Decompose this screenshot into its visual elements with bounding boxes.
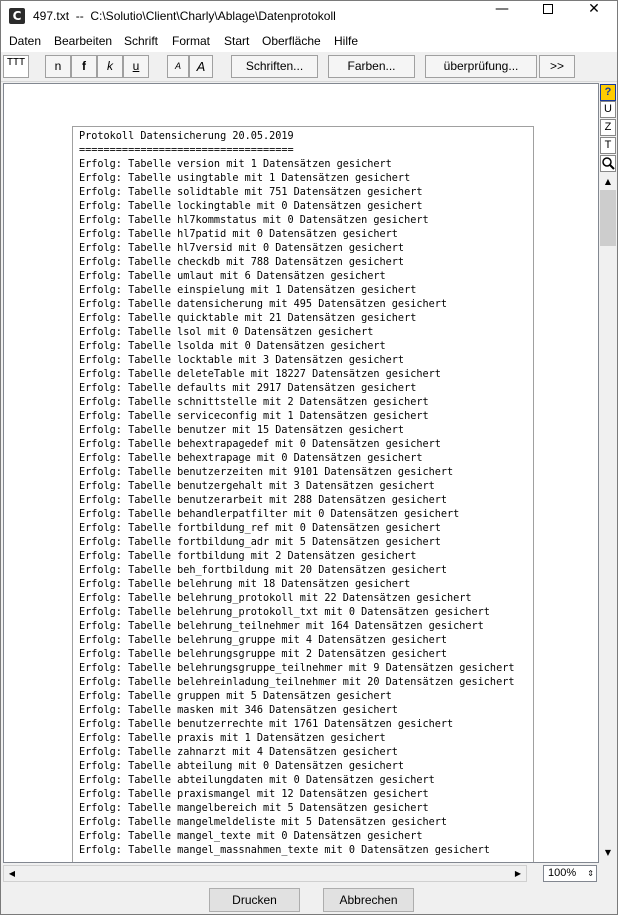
menu-bearbeiten[interactable]: Bearbeiten [54,34,113,48]
document-line: Erfolg: Tabelle schnittstelle mit 2 Datensätzen gesichert [79,397,429,408]
document-line: Erfolg: Tabelle abteilung mit 0 Datensätzen gesichert [79,761,405,772]
italic-button[interactable]: k [97,55,123,78]
document-line: Erfolg: Tabelle behextrapagedef mit 0 Datensätzen gesichert [79,439,441,450]
farben-button[interactable]: Farben... [328,55,415,78]
document-line: Erfolg: Tabelle benutzerrechte mit 1761 Datensätzen gesichert [79,719,454,730]
document-line: Erfolg: Tabelle solidtable mit 751 Datensätzen gesichert [79,187,423,198]
zoom-button[interactable] [600,155,616,172]
document-line: Erfolg: Tabelle abteilungdaten mit 0 Datensätzen gesichert [79,775,435,786]
arrow-left-icon: ◀ [8,869,16,878]
document-text[interactable] [79,130,514,858]
document-line: Erfolg: Tabelle mangelmeldeliste mit 5 Datensätzen gesichert [79,817,448,828]
document-line: Erfolg: Tabelle checkdb mit 788 Datensätzen gesichert [79,257,405,268]
zoom-select[interactable] [543,865,597,882]
bold-button[interactable]: f [71,55,97,78]
document-area[interactable] [3,83,599,863]
document-line: Erfolg: Tabelle belehreinladung_teilnehmer mit 20 Datensätzen gesichert [79,677,515,688]
font-larger-button[interactable]: A [189,55,213,78]
document-line: Erfolg: Tabelle defaults mit 2917 Datensätzen gesichert [79,383,417,394]
menu-bar [1,31,617,52]
maximize-button[interactable] [525,1,571,31]
document-line: Erfolg: Tabelle behextrapage mit 0 Datensätzen gesichert [79,453,423,464]
document-line: Erfolg: Tabelle fortbildung_adr mit 5 Datensätzen gesichert [79,537,441,548]
menu-format[interactable]: Format [172,34,211,48]
document-page[interactable] [72,126,534,863]
document-line: Erfolg: Tabelle belehrungsgruppe_teilnehmer mit 9 Datensätzen gesichert [79,663,515,674]
minimize-icon: — [495,1,509,17]
font-smaller-button[interactable]: A [167,55,189,78]
document-line: Erfolg: Tabelle hl7versid mit 0 Datensätzen gesichert [79,243,405,254]
menu-hilfe[interactable]: Hilfe [334,34,359,48]
document-line: Erfolg: Tabelle belehrung_gruppe mit 4 Datensätzen gesichert [79,635,448,646]
document-line: Erfolg: Tabelle zahnarzt mit 4 Datensätzen gesichert [79,747,398,758]
document-line: Erfolg: Tabelle deleteTable mit 18227 Datensätzen gesichert [79,369,441,380]
document-line: Erfolg: Tabelle fortbildung mit 2 Datensätzen gesichert [79,551,417,562]
document-line: Erfolg: Tabelle version mit 1 Datensätzen gesichert [79,159,392,170]
help-button[interactable] [600,84,616,101]
vertical-scroll-track[interactable] [600,246,616,844]
scroll-up-button[interactable] [600,174,616,189]
minimize-button[interactable] [479,1,525,31]
title-bar[interactable] [1,1,617,31]
t-button[interactable]: T [600,137,616,154]
document-line: Erfolg: Tabelle belehrung_protokoll mit 22 Datensätzen gesichert [79,593,472,604]
document-line: Erfolg: Tabelle lsolda mit 0 Datensätzen gesichert [79,341,386,352]
document-line: Erfolg: Tabelle belehrung_teilnehmer mit 164 Datensätzen gesichert [79,621,484,632]
app-icon[interactable]: C [9,8,25,24]
document-line: Erfolg: Tabelle belehrungsgruppe mit 2 Datensätzen gesichert [79,649,448,660]
document-line: Erfolg: Tabelle mangelbereich mit 5 Datensätzen gesichert [79,803,429,814]
magnifier-icon [601,156,615,170]
document-line: Erfolg: Tabelle hl7patid mit 0 Datensätzen gesichert [79,229,398,240]
scroll-left-button[interactable] [4,866,20,881]
help-icon: ? [604,86,612,98]
document-line: Erfolg: Tabelle mangel_texte mit 0 Datensätzen gesichert [79,831,423,842]
menu-daten[interactable]: Daten [9,34,42,48]
toolbar [1,53,617,82]
scroll-right-button[interactable] [510,866,526,881]
schriften-button[interactable]: Schriften... [231,55,318,78]
document-line: Erfolg: Tabelle locktable mit 3 Datensätzen gesichert [79,355,405,366]
u-button[interactable]: U [600,101,616,118]
ueberpruefung-button[interactable]: überprüfung... [425,55,537,78]
window-title: 497.txt -- C:\Solutio\Client\Charly\Ablage\Datenprotokoll [33,9,336,23]
document-line: Erfolg: Tabelle lockingtable mit 0 Datensätzen gesichert [79,201,423,212]
arrow-down-icon: ▼ [604,848,612,857]
document-line: Erfolg: Tabelle benutzerarbeit mit 288 Datensätzen gesichert [79,495,448,506]
document-line: Protokoll Datensicherung 20.05.2019 [79,131,294,142]
document-line: Erfolg: Tabelle masken mit 346 Datensätzen gesichert [79,705,398,716]
document-line: Erfolg: Tabelle beh_fortbildung mit 20 Datensätzen gesichert [79,565,448,576]
document-line: Erfolg: Tabelle behandlerpatfilter mit 0 Datensätzen gesichert [79,509,460,520]
document-line: Erfolg: Tabelle benutzerzeiten mit 9101 Datensätzen gesichert [79,467,454,478]
horizontal-scrollbar[interactable] [3,865,527,882]
zoom-spinner-icon[interactable]: ⇕ [587,869,594,878]
zoom-value: 100% [548,867,577,879]
document-line: =================================== [79,145,294,156]
close-icon: ✕ [588,1,600,17]
document-line: Erfolg: Tabelle benutzergehalt mit 3 Datensätzen gesichert [79,481,435,492]
document-line: Erfolg: Tabelle usingtable mit 1 Datensätzen gesichert [79,173,411,184]
document-line: Erfolg: Tabelle belehrung_protokoll_txt mit 0 Datensätzen gesichert [79,607,490,618]
vertical-sidebar [599,83,617,863]
more-button[interactable]: >> [539,55,575,78]
document-line: Erfolg: Tabelle benutzer mit 15 Datensätzen gesichert [79,425,405,436]
document-line: Erfolg: Tabelle mangel_massnahmen_texte mit 0 Datensätzen gesichert [79,845,490,856]
document-line: Erfolg: Tabelle einspielung mit 1 Datensätzen gesichert [79,285,417,296]
document-line: Erfolg: Tabelle hl7kommstatus mit 0 Datensätzen gesichert [79,215,429,226]
menu-start[interactable]: Start [224,34,250,48]
document-line: Erfolg: Tabelle praxismangel mit 12 Datensätzen gesichert [79,789,429,800]
print-button[interactable]: Drucken [209,888,300,912]
document-line: Erfolg: Tabelle serviceconfig mit 1 Datensätzen gesichert [79,411,429,422]
z-button[interactable]: Z [600,119,616,136]
document-line: Erfolg: Tabelle gruppen mit 5 Datensätzen gesichert [79,691,392,702]
ruler-toggle-button[interactable] [3,55,29,78]
close-button[interactable] [571,1,617,31]
scroll-down-button[interactable] [600,845,616,860]
arrow-up-icon: ▲ [604,177,612,186]
ruler-icon: TTT [6,57,26,68]
document-line: Erfolg: Tabelle datensicherung mit 495 Datensätzen gesichert [79,299,448,310]
document-line: Erfolg: Tabelle lsol mit 0 Datensätzen gesichert [79,327,374,338]
document-line: Erfolg: Tabelle praxis mit 1 Datensätzen gesichert [79,733,386,744]
arrow-right-icon: ▶ [514,869,522,878]
underline-button[interactable]: u [123,55,149,78]
document-line: Erfolg: Tabelle belehrung mit 18 Datensätzen gesichert [79,579,411,590]
vertical-scroll-thumb[interactable] [600,190,616,246]
menu-schrift[interactable]: Schrift [124,34,159,48]
menu-oberflaeche[interactable]: Oberfläche [262,34,321,48]
document-line: Erfolg: Tabelle umlaut mit 6 Datensätzen gesichert [79,271,386,282]
document-line: Erfolg: Tabelle fortbildung_ref mit 0 Datensätzen gesichert [79,523,441,534]
document-line: Erfolg: Tabelle quicktable mit 21 Datensätzen gesichert [79,313,417,324]
maximize-icon [543,4,553,14]
normal-font-button[interactable]: n [45,55,71,78]
cancel-button[interactable]: Abbrechen [323,888,414,912]
